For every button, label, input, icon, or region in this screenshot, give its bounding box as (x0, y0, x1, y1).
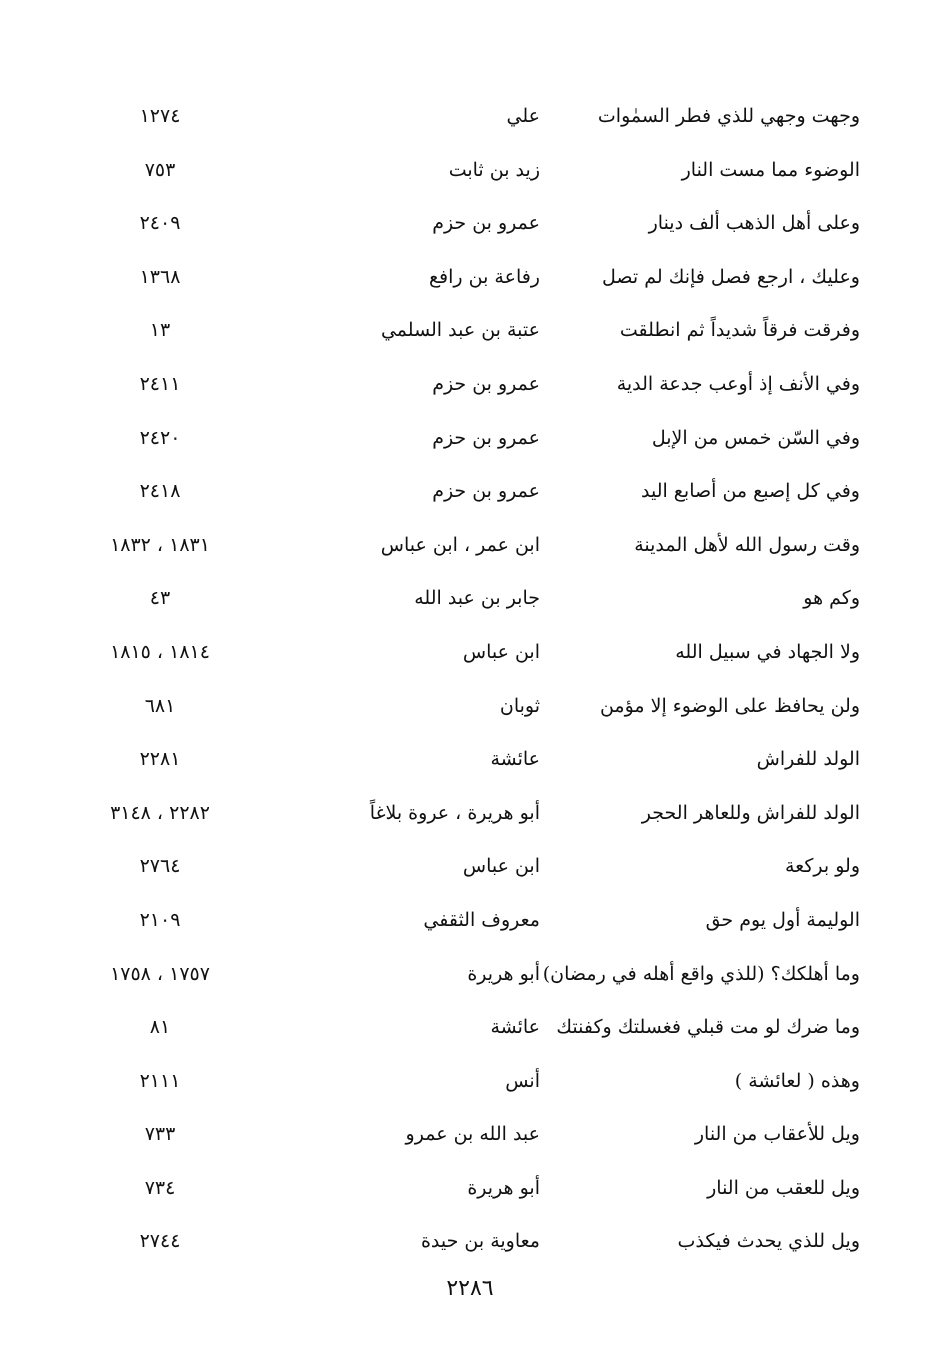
index-row (0, 465, 940, 519)
hadith-text: وكم هو (803, 587, 860, 610)
hadith-text: وما ضرك لو مت قبلي فغسلتك وكفنتك (556, 1016, 860, 1039)
reference-numbers: ٢١١١ (139, 1069, 181, 1092)
index-row (0, 304, 940, 358)
hadith-text: وفي الأنف إذ أوعب جدعة الدية (616, 372, 860, 395)
hadith-text: ولا الجهاد في سبيل الله (675, 640, 860, 663)
index-row (0, 412, 940, 466)
narrator: معروف الثقفي (423, 908, 540, 931)
index-row (0, 1055, 940, 1109)
reference-numbers: ٧٣٣ (144, 1123, 176, 1146)
reference-numbers: ٦٨١ (144, 694, 176, 717)
index-row (0, 90, 940, 144)
hadith-text: الولد للفراش (756, 748, 860, 771)
narrator: عائشة (490, 1016, 540, 1039)
index-row (0, 1001, 940, 1055)
index-row (0, 519, 940, 573)
index-row (0, 251, 940, 305)
narrator: أبو هريرة (467, 962, 540, 985)
reference-numbers: ٧٥٣ (144, 158, 176, 181)
index-row (0, 733, 940, 787)
reference-numbers: ٢٧٦٤ (139, 855, 181, 878)
index-row (0, 144, 940, 198)
narrator: ابن عباس (462, 640, 540, 663)
hadith-text: وعليك ، ارجع فصل فإنك لم تصل (602, 265, 860, 288)
hadith-text: الوليمة أول يوم حق (705, 908, 860, 931)
reference-numbers: ٢٢٨١ (139, 748, 181, 771)
index-row (0, 572, 940, 626)
narrator: زيد بن ثابت (448, 158, 540, 181)
reference-numbers: ١٨٣١ ، ١٨٣٢ (110, 533, 210, 556)
hadith-index-list (0, 90, 940, 1269)
narrator: عمرو بن حزم (432, 212, 540, 235)
hadith-text: الوضوء مما مست النار (681, 158, 860, 181)
narrator: عمرو بن حزم (432, 372, 540, 395)
index-row (0, 840, 940, 894)
reference-numbers: ١٢٧٤ (139, 105, 181, 127)
reference-numbers: ٤٣ (149, 587, 171, 610)
index-row (0, 948, 940, 1002)
hadith-text: وفرقت فرقاً شديداً ثم انطلقت (619, 319, 860, 342)
reference-numbers: ١٨١٤ ، ١٨١٥ (110, 640, 210, 663)
narrator: أبو هريرة ، عروة بلاغاً (369, 801, 540, 824)
narrator: معاوية بن حيدة (420, 1230, 540, 1253)
index-row (0, 894, 940, 948)
hadith-text: ويل للذي يحدث فيكذب (677, 1230, 860, 1253)
hadith-text: وفي كل إصبع من أصابع اليد (640, 480, 860, 503)
narrator: أبو هريرة (467, 1176, 540, 1199)
narrator: علي (506, 105, 540, 127)
reference-numbers: ٧٣٤ (144, 1176, 176, 1199)
hadith-text: وهذه ( لعائشة ) (734, 1069, 860, 1092)
index-row (0, 358, 940, 412)
narrator: عتبة بن عبد السلمي (380, 319, 540, 342)
reference-numbers: ٢٤٢٠ (139, 426, 181, 449)
reference-numbers: ٢١٠٩ (139, 908, 181, 931)
narrator: ابن عباس (462, 855, 540, 878)
narrator: عمرو بن حزم (432, 426, 540, 449)
index-row (0, 787, 940, 841)
index-row (0, 1215, 940, 1269)
reference-numbers: ١٧٥٧ ، ١٧٥٨ (110, 962, 210, 985)
narrator: عبد الله بن عمرو (405, 1123, 540, 1146)
hadith-text: وما أهلكك؟ (للذي واقع أهله في رمضان) (542, 962, 860, 985)
page-number: ٢٢٨٦ (446, 1276, 494, 1301)
narrator: رفاعة بن رافع (428, 265, 540, 288)
narrator: جابر بن عبد الله (414, 587, 540, 610)
narrator: أنس (505, 1069, 540, 1092)
reference-numbers: ٢٤١٨ (139, 480, 181, 503)
narrator: ثوبان (499, 694, 540, 717)
hadith-text: وجهت وجهي للذي فطر السمٰوات (597, 105, 860, 127)
hadith-text: ولو بركعة (785, 855, 860, 878)
hadith-text: وفي السّن خمس من الإبل (651, 426, 860, 449)
index-row (0, 626, 940, 680)
reference-numbers: ١٣٦٨ (139, 265, 181, 288)
narrator: ابن عمر ، ابن عباس (380, 533, 540, 556)
hadith-text: وقت رسول الله لأهل المدينة (634, 533, 860, 556)
reference-numbers: ٢٤٠٩ (139, 212, 181, 235)
reference-numbers: ١٣ (149, 319, 171, 342)
index-row (0, 1108, 940, 1162)
hadith-text: الولد للفراش وللعاهر الحجر (641, 801, 860, 824)
reference-numbers: ٢٤١١ (139, 372, 181, 395)
index-row (0, 680, 940, 734)
hadith-text: ويل للأعقاب من النار (694, 1123, 860, 1146)
index-row (0, 197, 940, 251)
hadith-text: ويل للعقب من النار (707, 1176, 860, 1199)
reference-numbers: ٢٢٨٢ ، ٣١٤٨ (110, 801, 210, 824)
reference-numbers: ٨١ (149, 1016, 171, 1039)
hadith-text: وعلى أهل الذهب ألف دينار (648, 212, 860, 235)
index-row (0, 1162, 940, 1216)
hadith-text: ولن يحافظ على الوضوء إلا مؤمن (599, 694, 860, 717)
narrator: عمرو بن حزم (432, 480, 540, 503)
narrator: عائشة (490, 748, 540, 771)
reference-numbers: ٢٧٤٤ (139, 1230, 181, 1253)
